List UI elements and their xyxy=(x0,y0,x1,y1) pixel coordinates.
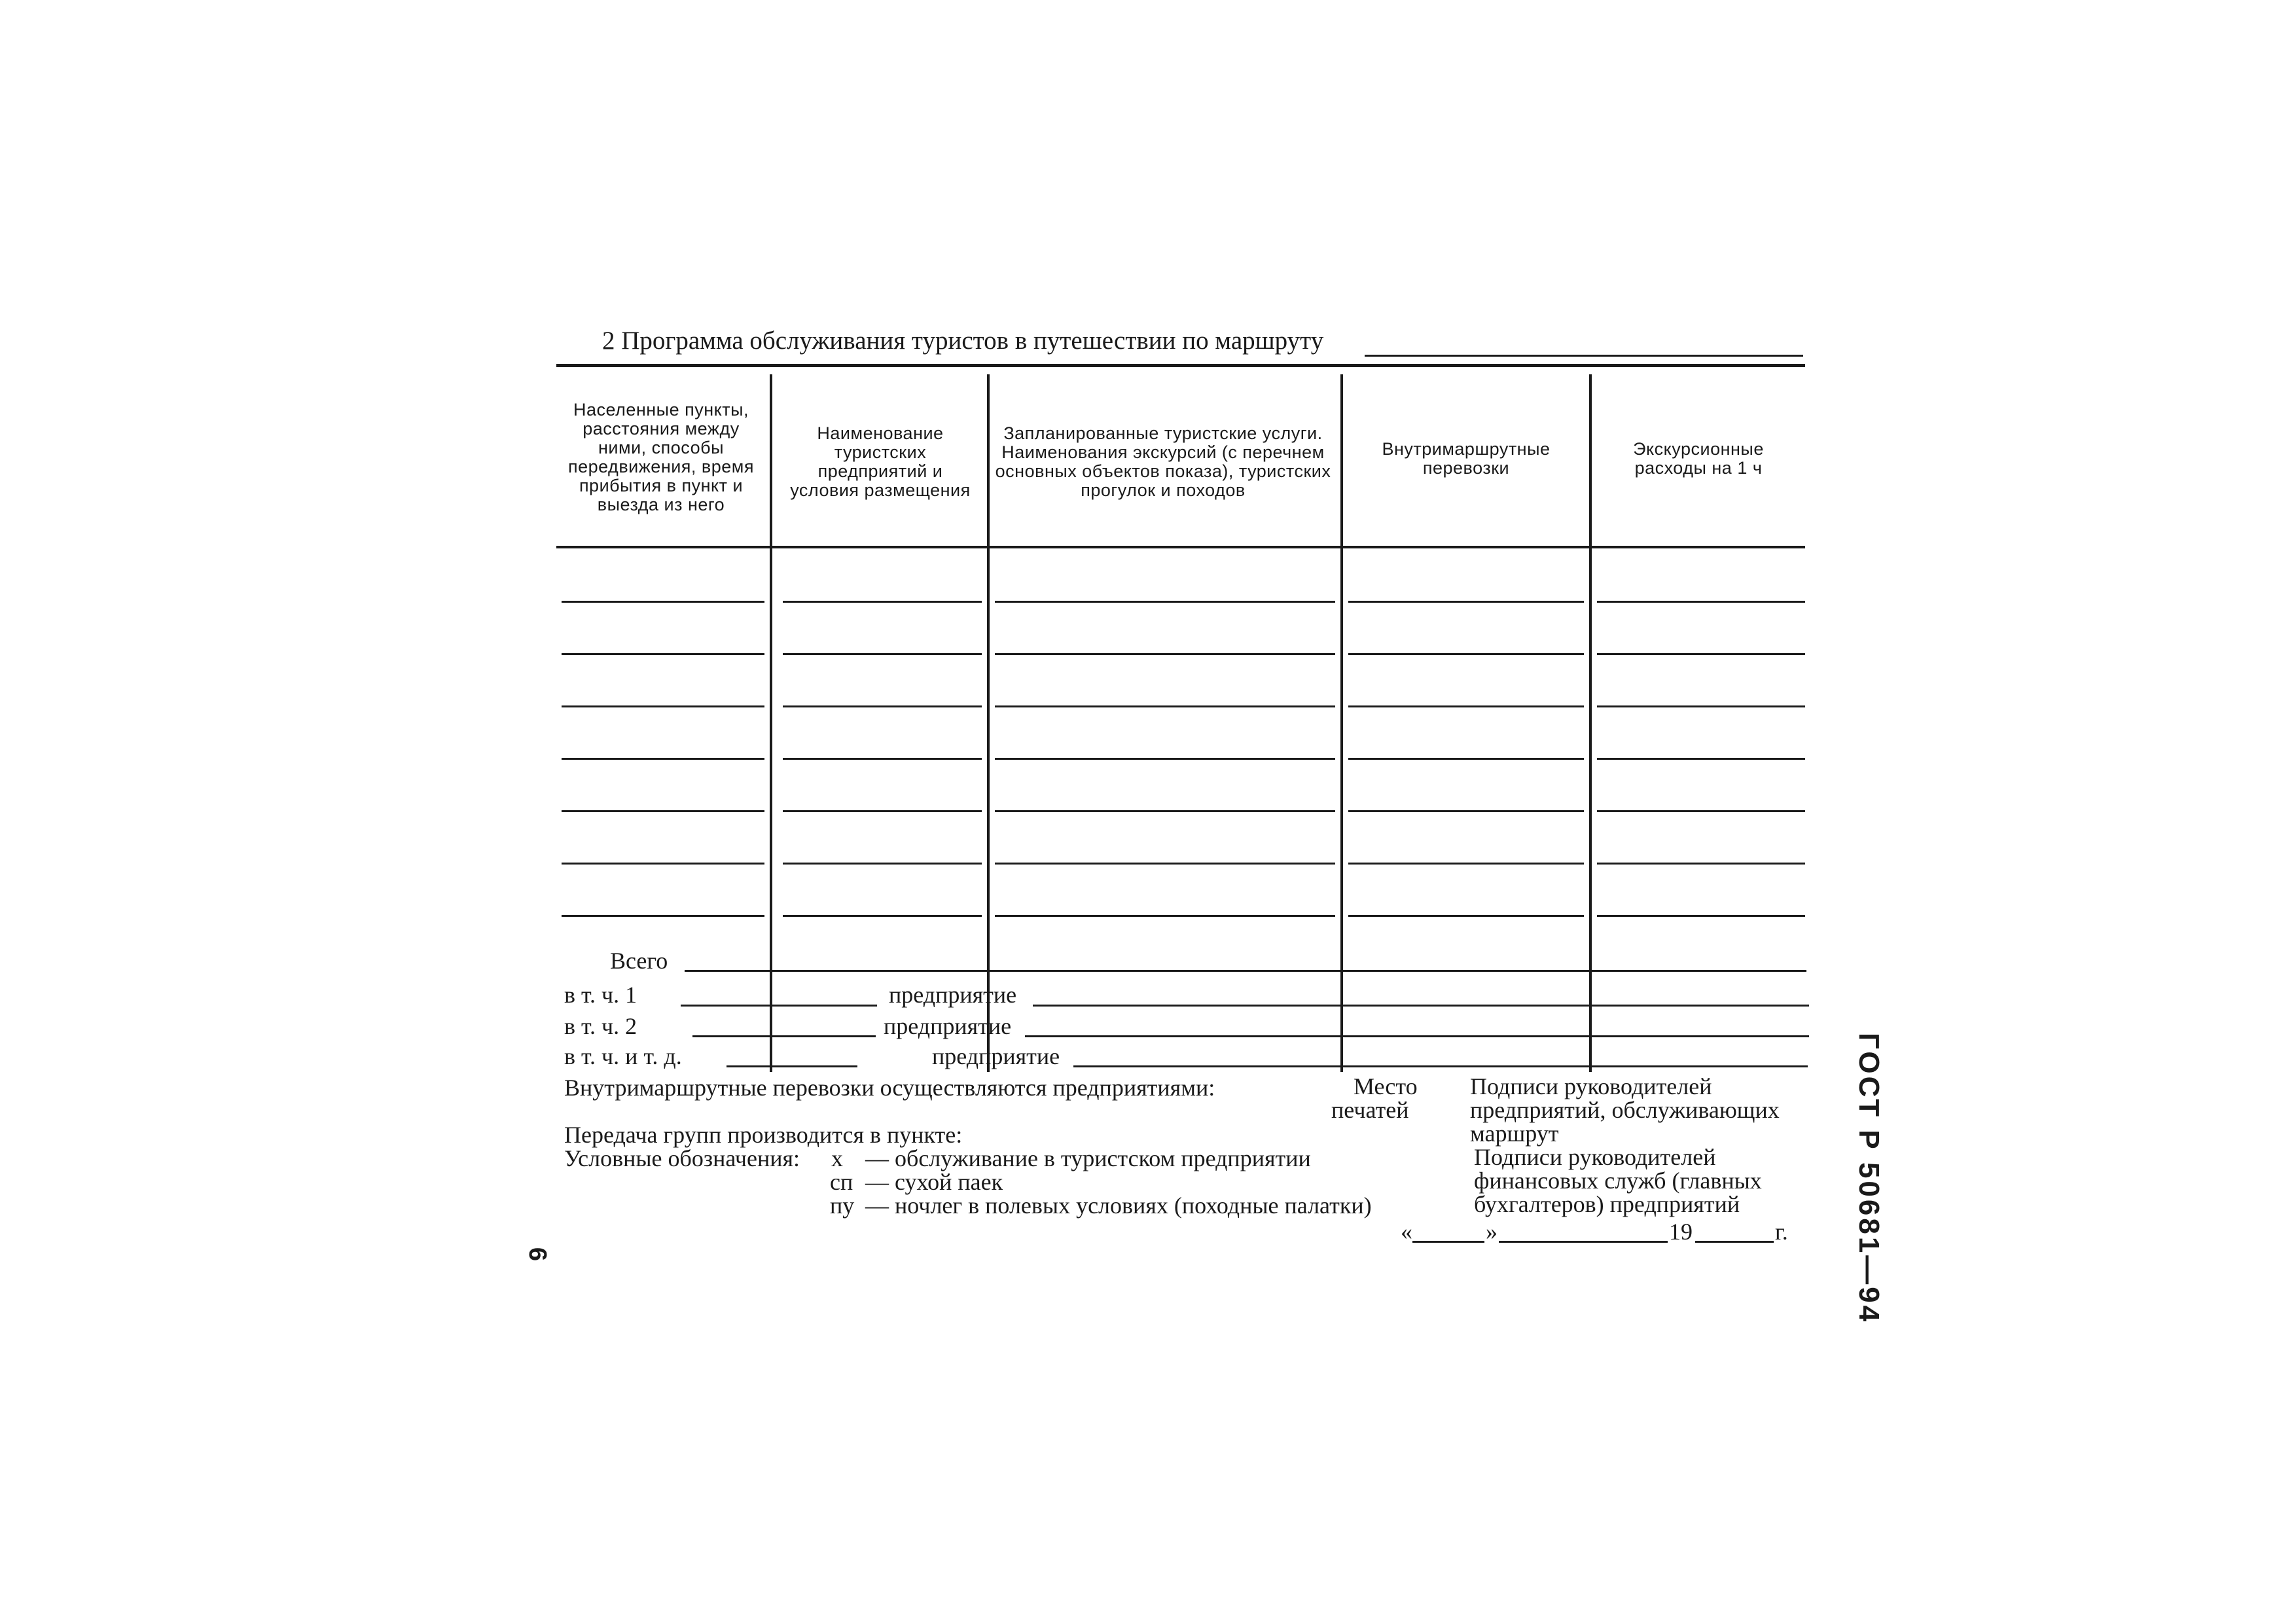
incl-2-enterprise-line xyxy=(1025,1035,1809,1037)
transport-note: Внутримаршрутные перевозки осуществляются предприятиями: xyxy=(564,1075,1215,1101)
legend-code-x: х xyxy=(831,1145,843,1171)
table-row-line xyxy=(562,863,764,865)
column-header-transport: Внутримаршрутные перевозки xyxy=(1382,439,1551,478)
table-row-line xyxy=(1597,601,1805,603)
table-row-line xyxy=(562,705,764,707)
table-row-line xyxy=(562,601,764,603)
column-divider-2 xyxy=(987,374,990,1072)
column-header-excursion-costs: Экскурсионные расходы на 1 ч xyxy=(1633,439,1764,478)
table-row-line xyxy=(1348,601,1584,603)
stamp-place-line1: Место xyxy=(1354,1073,1418,1099)
incl-etc-label: в т. ч. и т. д. xyxy=(564,1043,682,1069)
legend-desc-sp: — сухой паек xyxy=(865,1169,1003,1195)
table-row-line xyxy=(1597,863,1805,865)
table-row-line xyxy=(995,758,1335,760)
table-row-line xyxy=(562,758,764,760)
table-row-line xyxy=(1597,705,1805,707)
date-month-line xyxy=(1499,1241,1668,1243)
signature-managers-line1: Подписи руководителей xyxy=(1470,1073,1712,1099)
incl-etc-amount-line xyxy=(726,1065,857,1067)
table-row-line xyxy=(995,653,1335,655)
total-fill-line xyxy=(685,970,1806,972)
date-open-quote: « xyxy=(1401,1219,1412,1245)
table-row-line xyxy=(1348,810,1584,812)
table-row-line xyxy=(1597,810,1805,812)
incl-2-amount-line xyxy=(692,1035,876,1037)
column-divider-3 xyxy=(1340,374,1343,1072)
incl-1-enterprise-label: предприятие xyxy=(889,982,1017,1008)
stamp-place-line2: печатей xyxy=(1331,1097,1409,1123)
table-row-line xyxy=(562,653,764,655)
incl-etc-enterprise-label: предприятие xyxy=(932,1043,1060,1069)
total-label: Всего xyxy=(610,948,668,974)
table-row-line xyxy=(783,601,982,603)
title-fill-line xyxy=(1365,355,1803,357)
date-year-suffix: г. xyxy=(1775,1219,1788,1245)
legend-desc-x: — обслуживание в туристском предприятии xyxy=(865,1145,1311,1171)
legend-code-pu: пу xyxy=(830,1192,855,1219)
signature-accountants-line3: бухгалтеров) предприятий xyxy=(1474,1191,1740,1217)
date-year-line xyxy=(1695,1241,1774,1243)
table-row-line xyxy=(783,705,982,707)
table-row-line xyxy=(1348,758,1584,760)
section-title: 2 Программа обслуживания туристов в путешествии по маршруту xyxy=(602,327,1324,355)
incl-2-enterprise-label: предприятие xyxy=(884,1013,1012,1039)
table-row-line xyxy=(1597,758,1805,760)
date-close-quote: » xyxy=(1486,1219,1498,1245)
column-header-enterprises: Наименование туристских предприятий и условия размещения xyxy=(790,423,971,500)
legend-code-sp: сп xyxy=(830,1169,853,1195)
handover-note: Передача групп производится в пункте: xyxy=(564,1122,963,1148)
incl-1-label: в т. ч. 1 xyxy=(564,982,637,1008)
column-header-settlements: Населенные пункты, расстояния между ними, способы передвижения, время прибытия в пункт и выезда из него xyxy=(567,400,754,514)
signature-accountants-line2: финансовых служб (главных xyxy=(1474,1168,1762,1194)
table-row-line xyxy=(783,758,982,760)
table-row-line xyxy=(995,915,1335,917)
table-row-line xyxy=(1348,915,1584,917)
table-row-line xyxy=(1597,653,1805,655)
legend-title: Условные обозначения: xyxy=(564,1145,800,1171)
table-row-line xyxy=(1348,653,1584,655)
column-divider-4 xyxy=(1589,374,1592,1072)
table-row-line xyxy=(1348,705,1584,707)
document-code: ГОСТ Р 50681—94 xyxy=(1853,1033,1885,1325)
signature-accountants-line1: Подписи руководителей xyxy=(1474,1144,1716,1170)
date-day-line xyxy=(1412,1241,1484,1243)
incl-1-enterprise-line xyxy=(1033,1005,1809,1007)
table-row-line xyxy=(995,863,1335,865)
column-divider-1 xyxy=(770,374,772,1072)
table-row-line xyxy=(783,653,982,655)
incl-etc-enterprise-line xyxy=(1073,1065,1808,1067)
table-row-line xyxy=(1348,863,1584,865)
table-top-border xyxy=(556,364,1805,367)
signature-managers-line3: маршрут xyxy=(1470,1120,1559,1147)
table-row-line xyxy=(562,915,764,917)
column-header-services: Запланированные туристские услуги. Наименования экскурсий (с перечнем основных объектов показа), туристских прогулок и походов xyxy=(995,423,1331,500)
table-row-line xyxy=(995,601,1335,603)
table-row-line xyxy=(783,810,982,812)
incl-2-label: в т. ч. 2 xyxy=(564,1013,637,1039)
table-header-bottom-border xyxy=(556,546,1805,548)
table-row-line xyxy=(783,863,982,865)
incl-1-amount-line xyxy=(681,1005,877,1007)
signature-managers-line2: предприятий, обслуживающих xyxy=(1470,1097,1780,1123)
page-number: 6 xyxy=(524,1247,552,1262)
table-row-line xyxy=(995,705,1335,707)
table-row-line xyxy=(562,810,764,812)
table-row-line xyxy=(1597,915,1805,917)
table-row-line xyxy=(783,915,982,917)
table-row-line xyxy=(995,810,1335,812)
date-year-prefix: 19 xyxy=(1669,1219,1693,1245)
legend-desc-pu: — ночлег в полевых условиях (походные палатки) xyxy=(865,1192,1372,1219)
